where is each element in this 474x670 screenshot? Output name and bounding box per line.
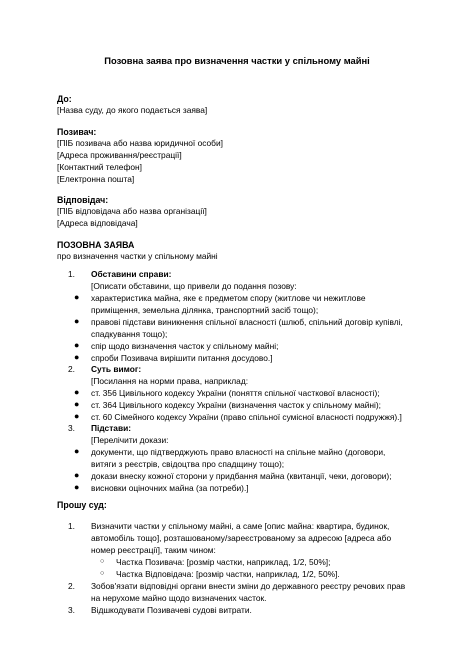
- circle-bullet-icon: ○: [100, 558, 105, 565]
- request-number: 1.: [68, 521, 75, 531]
- defendant-label: Відповідач:: [57, 195, 109, 205]
- section-intro: [Перелічити докази:: [91, 435, 169, 445]
- request-item-continuation: автомобіль тощо], розташованому/зареєстрованому за адресою [адреса або: [91, 533, 392, 543]
- list-item: ст. 60 Сімейного кодексу України (право спільної сумісної власності подружжя).]: [91, 412, 402, 422]
- list-item: спроби Позивача вирішити питання досудово.]: [91, 353, 273, 363]
- request-subitem: Частка Позивача: [розмір частки, наприклад, 1/2, 50%];: [116, 557, 331, 567]
- defendant-address: [Адреса відповідача]: [57, 218, 138, 228]
- bullet-icon: ●: [74, 411, 80, 421]
- section-title: Суть вимог:: [91, 364, 142, 374]
- list-item: ст. 364 Цивільного кодексу України (визначення часток у спільному майні);: [91, 400, 382, 410]
- bullet-icon: ●: [74, 446, 80, 456]
- request-number: 3.: [68, 605, 75, 615]
- request-item: Визначити частки у спільному майні, а саме [опис майна: квартира, будинок,: [91, 521, 390, 531]
- plaintiff-name: [ПІБ позивача або назва юридичної особи]: [57, 138, 223, 148]
- plaintiff-address: [Адреса проживання/реєстрації]: [57, 150, 182, 160]
- document-title: Позовна заява про визначення частки у спільному майні: [104, 55, 370, 66]
- request-label: Прошу суд:: [57, 500, 107, 510]
- plaintiff-label: Позивач:: [57, 127, 97, 137]
- circle-bullet-icon: ○: [100, 570, 105, 577]
- bullet-icon: ●: [74, 470, 80, 480]
- list-item-continuation: приміщення, земельна ділянка, транспортний засіб тощо);: [91, 305, 319, 315]
- section-intro: [Посилання на норми права, наприклад:: [91, 376, 249, 386]
- list-item-continuation: спадкування тощо);: [91, 329, 168, 339]
- section-intro: [Описати обставини, що привели до подання позову:: [91, 281, 297, 291]
- list-item: спір щодо визначення часток у спільному майні;: [91, 341, 279, 351]
- plaintiff-phone: [Контактний телефон]: [57, 162, 142, 172]
- section-number: 2.: [68, 364, 75, 374]
- bullet-icon: ●: [74, 292, 80, 302]
- court-name: [Назва суду, до якого подається заява]: [57, 105, 208, 115]
- request-number: 2.: [68, 581, 75, 591]
- plaintiff-email: [Електронна пошта]: [57, 174, 135, 184]
- list-item: докази внеску кожної сторони у придбання майна (квитанції, чеки, договори);: [91, 471, 392, 481]
- list-item: характеристика майна, яке є предметом спору (житлове чи нежитлове: [91, 293, 366, 303]
- request-item: Відшкодувати Позивачеві судові витрати.: [91, 605, 252, 615]
- bullet-icon: ●: [74, 340, 80, 350]
- bullet-icon: ●: [74, 387, 80, 397]
- section-title: Підстави:: [91, 423, 132, 433]
- bullet-icon: ●: [74, 399, 80, 409]
- list-item-continuation: витяги з реєстрів, свідоцтва про спадщину тощо);: [91, 459, 285, 469]
- request-subitem: Частка Відповідача: [розмір частки, наприклад, 1/2, 50%].: [116, 569, 340, 579]
- list-item: висновки оціночних майна (за потреби).]: [91, 483, 249, 493]
- list-item: правові підстави виникнення спільної власності (шлюб, спільний договір купівлі,: [91, 317, 403, 327]
- request-item: Зобов'язати відповідні органи внести зміни до державного реєстру речових прав: [91, 581, 406, 591]
- claim-heading: ПОЗОВНА ЗАЯВА: [57, 240, 135, 250]
- section-title: Обставини справи:: [91, 269, 172, 279]
- request-item-continuation: номер реєстрації], таким чином:: [91, 545, 216, 555]
- list-item: ст. 356 Цивільного кодексу України (поняття спільної часткової власності);: [91, 388, 380, 398]
- defendant-name: [ПІБ відповідача або назва організації]: [57, 206, 207, 216]
- section-number: 1.: [68, 269, 75, 279]
- bullet-icon: ●: [74, 482, 80, 492]
- list-item: документи, що підтверджують право власності на спільне майно (договори,: [91, 447, 386, 457]
- request-item-continuation: на нерухоме майно щодо визначених часток.: [91, 593, 267, 603]
- section-number: 3.: [68, 423, 75, 433]
- bullet-icon: ●: [74, 352, 80, 362]
- claim-subheading: про визначення частки у спільному майні: [57, 251, 218, 261]
- court-label: До:: [57, 94, 72, 104]
- bullet-icon: ●: [74, 316, 80, 326]
